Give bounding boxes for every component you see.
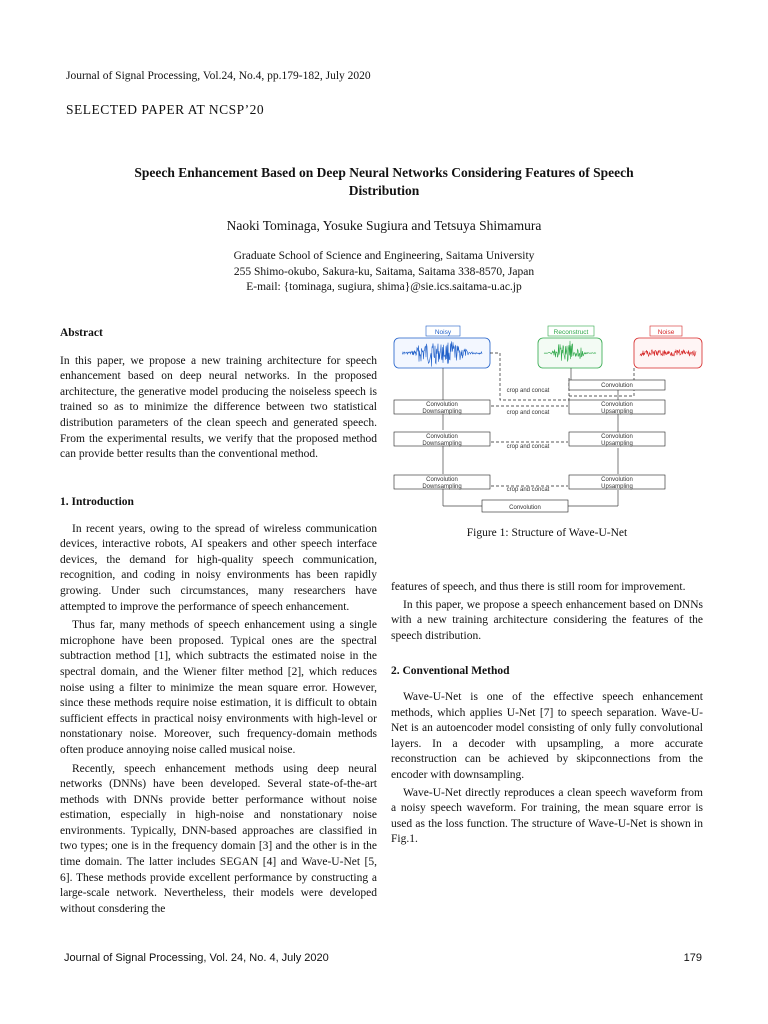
crop-concat-label: crop and concat [506, 487, 550, 493]
crop-concat-label: crop and concat [506, 388, 550, 394]
wave-u-net-figure [388, 322, 708, 522]
page-number: 179 [683, 952, 702, 964]
crop-concat-label: crop and concat [506, 410, 550, 416]
skip-connections [490, 353, 634, 486]
conventional-paragraph-1: Wave-U-Net is one of the effective speech enhancement methods, which applies U-Net [7] to speech separation. Wave-U-Net is an autoencoder model consisting of only fully convolutional layers. In a decoder with upsampling, a more accurate reconstruction can be achieved by skipconnections from the encoder with downsampling. [391, 690, 703, 781]
decoder-block-label: Upsampling [601, 441, 633, 447]
decoder-block-label: Upsampling [601, 484, 633, 490]
encoder-block-label: Convolution [426, 434, 458, 440]
affiliation [80, 249, 688, 296]
conventional-paragraph-2: Wave-U-Net directly reproduces a clean speech waveform from a noisy speech waveform. For training, the mean square error is used as the loss function. The structure of Wave-U-Net is shown in Fig.1. [391, 786, 703, 846]
decoder-block-label: Upsampling [601, 409, 633, 415]
email-line: E-mail: {tominaga, sugiura, shima}@sie.ics.saitama-u.ac.jp [246, 281, 522, 293]
authors: Naoki Tominaga, Yosuke Sugiura and Tetsuya Shimamura [226, 218, 542, 233]
encoder-block-label: Downsampling [422, 409, 462, 415]
conventional-heading: 2. Conventional Method [391, 665, 510, 678]
footer-journal: Journal of Signal Processing, Vol. 24, No. 4, July 2020 [64, 952, 329, 964]
encoder-block-label: Downsampling [422, 441, 462, 447]
intro-paragraph-3-continued: features of speech, and thus there is still room for improvement. [391, 581, 686, 593]
intro-paragraph-4: In this paper, we propose a speech enhancement based on DNNs with a new training architecture considering the features of the speech distribution. [391, 598, 703, 642]
crop-concat-label: crop and concat [506, 444, 550, 450]
abstract-heading: Abstract [60, 327, 103, 339]
reconstruct-label: Reconstruct [553, 329, 589, 336]
decoder-block-label: Convolution [601, 477, 633, 483]
paper-title [80, 164, 688, 200]
encoder-block-label: Convolution [426, 477, 458, 483]
intro-paragraph-3: Recently, speech enhancement methods using deep neural networks (DNNs) have been developed. Several state-of-the-art methods with DNNs provide better performance without noise estimation, especially in high-noise and nonstationary noise environments. Typically, DNN-based approaches are classified in two types; one is in the frequency domain [3] and the other is in the time domain. The latter includes SEGAN [4] and Wave-U-Net [5, 6]. These methods provide excellent performance by constructing a large-scale network. Nevertheless, their models were developed without consdering the [60, 762, 377, 915]
decoder-block-label: Convolution [601, 434, 633, 440]
noisy-label: Noisy [434, 329, 452, 336]
intro-paragraph-2: Thus far, many methods of speech enhancement using a single microphone have been proposed. Typical ones are the spectral subtraction method [1], which subtracts the estimated noise in the spectral domain, and the Wiener filter method [2], which reduces noise using a filter to minimize the mean square error. However, since these methods require noise estimation, it is difficult to obtain sufficient effects in practical noisy environments with high-level or nonstationary noise. Moreover, such frequency-domain methods often produce annoying noise called musical noise. [60, 619, 377, 756]
figure-caption: Figure 1: Structure of Wave-U-Net [466, 527, 628, 539]
intro-paragraph-1: In recent years, owing to the spread of wireless communication devices, interactive robots, AI speakers and other speech interface devices, the demand for high-quality speech communication, recognition, and coding in noisy environments has been rapidly growing. Under such circumstances, many researchers have attempted to improve the performance of speech enhancement. [60, 522, 377, 613]
right-column-text [391, 580, 703, 848]
noise-label: Noise [657, 329, 675, 336]
encoder-block-label: Convolution [426, 402, 458, 408]
affiliation-line: 255 Shimo-okubo, Sakura-ku, Saitama, Saitama 338-8570, Japan [233, 265, 535, 278]
decoder-block-label: Convolution [601, 402, 633, 408]
title-line: Speech Enhancement Based on Deep Neural Networks Considering Features of Speech [134, 165, 634, 180]
encoder-block-label: Downsampling [422, 484, 462, 490]
abstract-text: In this paper, we propose a new training architecture for speech enhancement based on deep neural networks. In the proposed architecture, the generative model producing the noiseless speech is trained so as to minimize the difference between two statistical distribution parameters of the clean speech and generated speech. From the experimental results, we verify that the proposed method can provide better results than the conventional method. [60, 354, 377, 461]
journal-header: Journal of Signal Processing, Vol.24, No.4, pp.179-182, July 2020 [66, 70, 371, 82]
selected-paper-label: SELECTED PAPER AT NCSP’20 [66, 102, 265, 117]
bottleneck-label: Convolution [509, 505, 541, 511]
intro-heading: 1. Introduction [60, 496, 134, 508]
abstract-section [60, 326, 377, 463]
decoder-block-label: Convolution [601, 383, 633, 389]
affiliation-line: Graduate School of Science and Engineering, Saitama University [233, 250, 535, 262]
intro-section [60, 495, 377, 917]
title-line: Distribution [348, 183, 420, 198]
